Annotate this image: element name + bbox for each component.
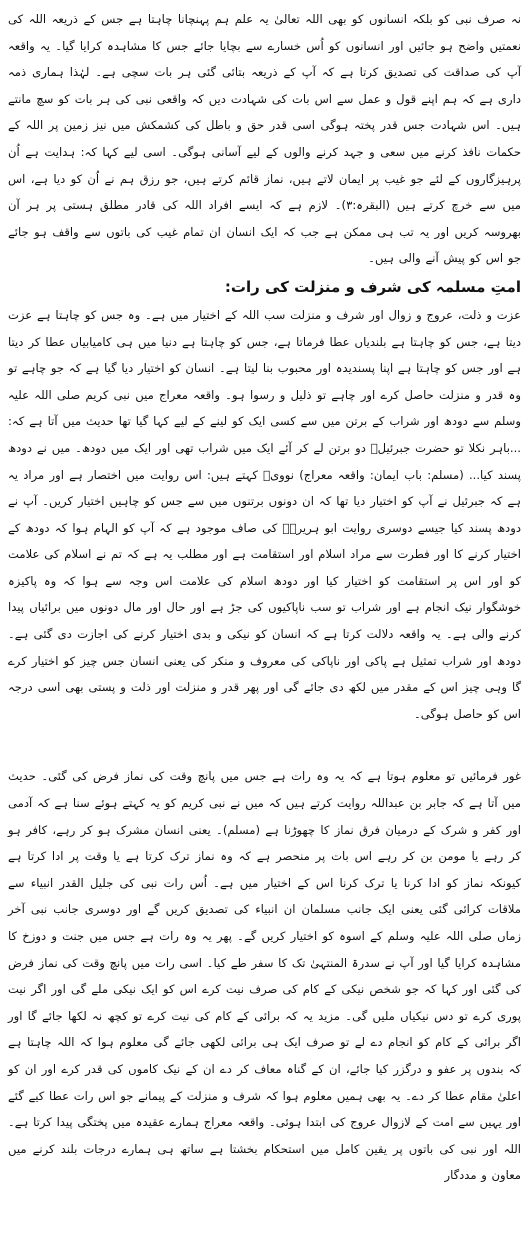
intro-paragraph: نہ صرف نبی کو بلکہ انسانوں کو بھی اللہ تعالیٰ یہ علم ہم پہنچانا چاہتا ہے جس کے ذریعہ اللہ کی نعمتیں واضح ہو جائیں اور انسانوں کو اُس خسارے سے بچایا جائے جس کا مشاہدہ کرایا گیا۔ یہ واقعہ آپ کی صداقت کی تصدیق کرتا ہے کہ آپ کے ذریعہ بتائی گئی ہر بات سچی ہے۔ لہٰذا ہماری ذمہ داری ہے کہ ہم اپنے قول و عمل سے اس بات کی شہادت دیں کہ واقعی نبی کی ہر بات کو سچ مانتے ہیں۔ اس شہادت جس قدر پختہ ہوگی اسی قدر حق و باطل کی کشمکش میں نیز زمین پر اللہ کے حکمات نافذ کرنے میں سعی و جہد کرنے والوں کے لیے آسانی ہوگی۔ اسی لیے کہا کہ: ہدایت ہے اُن پرہیزگاروں کے لئے جو غیب پر ایمان لاتے ہیں، نماز قائم کرتے ہیں، جو رزق ہم نے اُن کو دیا ہے، اس میں سے خرچ کرتے ہیں (البقرہ:۳)۔ لازم ہے کہ ایسے افراد اللہ کی قادر مطلق ہستی پر ہر آن بھروسہ کریں اور یہ تب ہی ممکن ہے جب کہ ایک انسان ان تمام غیب کی باتوں سے واقف ہو جائے جو اس کو پیش آنے والی ہیں۔ — [8, 12, 522, 266]
closing-paragraph: غور فرمائیں تو معلوم ہوتا ہے کہ یہ وہ رات ہے جس میں پانچ وقت کی نماز فرض کی گئی۔ حدیث میں آتا ہے کہ جابر بن عبداللہ روایت کرتے ہیں کہ میں نے نبی کریم کو یہ کہتے ہوئے سنا ہے کہ آدمی اور کفر و شرک کے درمیان فرق نماز کا چھوڑنا ہے (مسلم)۔ یعنی انسان مشرک ہو کر رہے، کافر ہو کر رہے یا مومن بن کر رہے اس بات پر منحصر ہے کہ وہ نماز ترک کرتا ہے یا وقت پر ادا کرتا ہے کیونکہ نماز کو ادا کرنا یا ترک کرنا اس کے اختیار میں ہے۔ اُس رات نبی کی جلیل القدر انبیاء سے ملاقات کرائی گئی یعنی ایک جانب مسلمان ان انبیاء کی تصدیق کریں گے اور دوسری جانب نبی آخر زماں صلی اللہ علیہ وسلم کے اسوہ کو اختیار کریں گے۔ پھر یہ وہ رات ہے جس میں جنت و دوزخ کا مشاہدہ کرایا گیا اور آپ نے سدرۃ المنتہیٰ تک کا سفر طے کیا۔ اسی رات میں پانچ وقت کی نماز فرض کی گئی اور کہا کہ جو شخص نیکی کے کام کی صرف نیت کرے اس کو ایک نیکی ملے گی اور اگر نیت پوری کرے تو دس نیکیاں ملیں گی۔ مزید یہ کہ برائی کے کام کی نیت کرے تو کچھ نہ لکھا جائے گا اور اگر برائی کے کام کو انجام دے لے تو صرف ایک ہی برائی لکھی جائے گی معلوم ہوا کہ اللہ چاہتا ہے کہ بندوں پر عفو و درگزر کیا جائے، ان کے گناہ معاف کر دے ان کے نیک کاموں کی قدر کرے اور ان کو اعلیٰ مقام عطا کر دے۔ یہ بھی ہمیں معلوم ہوا کہ شرف و منزلت کے پیمانے جو اس رات عطا کیے گئے اور یہیں سے امت کے لازوال عروج کی ابتدا ہوئی۔ واقعہ معراج ہمارے عقیدہ میں پختگی پیدا کرتا ہے۔ اللہ اور نبی کی باتوں پر یقین کامل میں استحکام بخشتا ہے ساتھ ہی ہمارے درجات بلند کرنے میں معاون و مددگار — [8, 769, 521, 1183]
section-paragraph: عزت و ذلت، عروج و زوال اور شرف و منزلت سب اللہ کے اختیار میں ہے۔ وہ جس کو چاہتا ہے عزت دیتا ہے، جس کو چاہتا ہے بلندیاں عطا فرماتا ہے، جس کو چاہتا ہے دنیا میں ہی کامیابیاں عطا کر دیتا ہے اور جس کو چاہتا ہے اپنا پسندیدہ اور محبوب بنا لیتا ہے۔ انسان کو اختیار دیا گیا ہے کہ جو چاہے تو وہ قدر و منزلت حاصل کرے اور چاہے تو ذلیل و رسوا ہو۔ واقعہ معراج میں نبی کریم صلی اللہ علیہ وسلم سے دودھ اور شراب کے برتن میں سے کسی ایک کو لینے کے لیے کہا گیا تھا حدیث میں آتا ہے کہ: ...باہر نکلا تو حضرت جبرئیلؑ دو برتن لے کر آئے ایک میں شراب تھی اور ایک میں دودھ۔ میں نے دودھ پسند کیا... (مسلم: باب ایمان: واقعہ معراج) نوویؒ کہتے ہیں: اس روایت میں اختصار ہے اور مراد یہ ہے کہ جبرئیل نے آپ کو اختیار دیا تھا کہ ان دونوں برتنوں میں سے جس کو چاہیں اختیار کریں۔ آپ نے دودھ پسند کیا جیسے دوسری روایت ابو ہریرہؓ کی صاف موجود ہے کہ آپ کو الہام ہوا کہ دودھ کے اختیار کرنے کا اور فطرت سے مراد اسلام اور استقامت ہے اور مطلب یہ ہے کہ تم نے اسلام کی علامت کو اور اس پر استقامت کو اختیار کیا اور دودھ اسلام کی علامت اس وجہ سے ہوا کہ وہ پاکیزہ خوشگوار نیک انجام ہے اور شراب تو سب ناپاکیوں کی جڑ ہے اور حال اور مال دونوں میں برائیاں پیدا کرنے والی ہے۔ یہ واقعہ دلالت کرتا ہے کہ انسان کو نیکی و بدی اختیار کرنے کی اجازت دی گئی ہے۔ دودھ اور شراب تمثیل ہے پاکی اور ناپاکی کی معروف و منکر کی یعنی انسان جس چیز کو اختیار کرے گا وہی چیز اس کے مقدر میں لکھ دی جائے گی اور پھر قدر و منزلت اور ذلت و پستی بھی اسی درجہ اس کو حاصل ہوگی۔ — [8, 307, 521, 721]
paragraph-spacer — [8, 727, 521, 763]
section-heading: امتِ مسلمہ کی شرف و منزلت کی رات: — [224, 277, 521, 296]
